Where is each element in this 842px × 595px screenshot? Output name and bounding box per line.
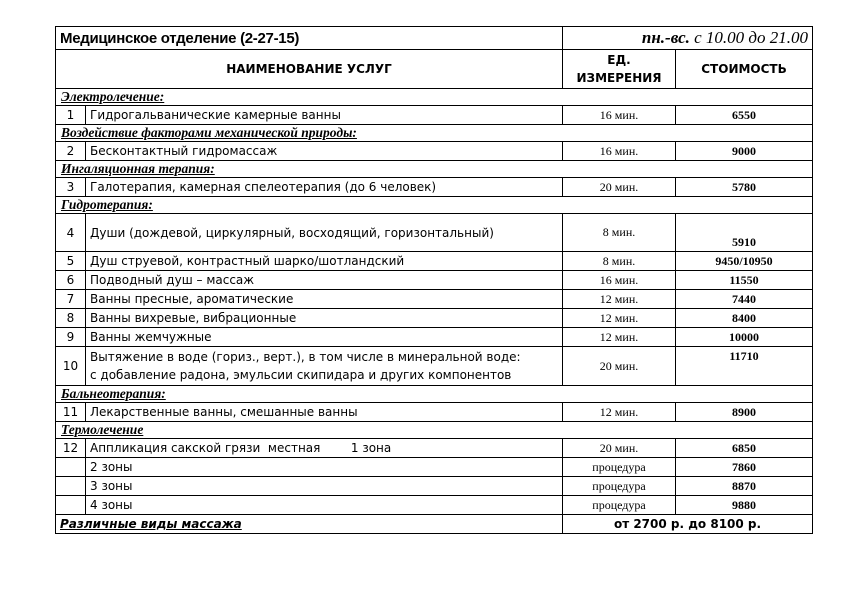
section-header: Гидротерапия:	[56, 197, 813, 214]
row-number: 11	[56, 403, 86, 422]
table-row	[56, 214, 813, 252]
service-unit: процедура	[563, 496, 676, 515]
column-header-unit: ЕД. ИЗМЕРЕНИЯ	[563, 50, 676, 89]
table-row	[56, 458, 813, 477]
service-name: Лекарственные ванны, смешанные ванны	[86, 403, 563, 422]
section-header: Термолечение	[56, 422, 813, 439]
service-price: 8870	[676, 477, 813, 496]
service-name: 2 зоны	[86, 458, 563, 477]
row-number: 4	[56, 214, 86, 252]
service-name: Души (дождевой, циркулярный, восходящий, горизонтальный)	[86, 214, 563, 252]
working-days: пн.-вс.	[641, 28, 690, 47]
service-name: 4 зоны	[86, 496, 563, 515]
section-header: Бальнеотерапия:	[56, 386, 813, 403]
column-header-price: СТОИМОСТЬ	[676, 50, 813, 89]
service-price: 11710	[676, 347, 813, 386]
service-name: Ванны вихревые, вибрационные	[86, 309, 563, 328]
row-number: 2	[56, 142, 86, 161]
service-unit: 16 мин.	[563, 271, 676, 290]
service-name: Подводный душ – массаж	[86, 271, 563, 290]
service-name: Вытяжение в воде (гориз., верт.), в том числе в минеральной воде: с добавление радона, эмульсии скипидара и других компонентов	[86, 347, 563, 386]
working-hours	[563, 27, 813, 50]
title-row	[56, 27, 813, 50]
table-row	[56, 439, 813, 458]
service-unit: 20 мин.	[563, 347, 676, 386]
section-header: Электролечение:	[56, 89, 813, 106]
table-row	[56, 309, 813, 328]
service-name: Бесконтактный гидромассаж	[86, 142, 563, 161]
service-unit: 12 мин.	[563, 290, 676, 309]
table-row	[56, 496, 813, 515]
table-row	[56, 477, 813, 496]
massage-price: от 2700 р. до 8100 р.	[563, 515, 813, 534]
service-name: Галотерапия, камерная спелеотерапия (до 6 человек)	[86, 178, 563, 197]
working-time: с 10.00 до 21.00	[689, 28, 809, 47]
service-unit: 12 мин.	[563, 403, 676, 422]
service-name: Аппликация сакской грязи местная 1 зона	[86, 439, 563, 458]
table-row	[56, 403, 813, 422]
service-price: 5780	[676, 178, 813, 197]
massage-label: Различные виды массажа	[56, 515, 563, 534]
massage-row	[56, 515, 813, 534]
section-header: Ингаляционная терапия:	[56, 161, 813, 178]
row-number: 8	[56, 309, 86, 328]
row-number: 3	[56, 178, 86, 197]
service-price: 5910	[676, 214, 813, 252]
service-name: Ванны жемчужные	[86, 328, 563, 347]
column-header-name: НАИМЕНОВАНИЕ УСЛУГ	[56, 50, 563, 89]
table-row	[56, 252, 813, 271]
row-number	[56, 458, 86, 477]
row-number: 1	[56, 106, 86, 125]
service-price: 7440	[676, 290, 813, 309]
service-unit: 20 мин.	[563, 178, 676, 197]
service-name: Душ струевой, контрастный шарко/шотландский	[86, 252, 563, 271]
service-unit: 20 мин.	[563, 439, 676, 458]
table-row	[56, 328, 813, 347]
service-name: Ванны пресные, ароматические	[86, 290, 563, 309]
service-price: 11550	[676, 271, 813, 290]
service-name: Гидрогальванические камерные ванны	[86, 106, 563, 125]
section-header: Воздействие факторами механической природы:	[56, 125, 813, 142]
table-row	[56, 271, 813, 290]
service-unit: 8 мин.	[563, 214, 676, 252]
service-price: 6550	[676, 106, 813, 125]
table-row	[56, 106, 813, 125]
row-number	[56, 477, 86, 496]
table-row	[56, 142, 813, 161]
row-number: 5	[56, 252, 86, 271]
service-price: 7860	[676, 458, 813, 477]
service-price: 8400	[676, 309, 813, 328]
row-number: 9	[56, 328, 86, 347]
service-price: 6850	[676, 439, 813, 458]
service-unit: 16 мин.	[563, 142, 676, 161]
service-unit: 16 мин.	[563, 106, 676, 125]
service-price: 8900	[676, 403, 813, 422]
row-number: 7	[56, 290, 86, 309]
row-number: 12	[56, 439, 86, 458]
service-price: 10000	[676, 328, 813, 347]
table-row	[56, 347, 813, 386]
row-number: 10	[56, 347, 86, 386]
service-unit: 12 мин.	[563, 328, 676, 347]
table-row	[56, 178, 813, 197]
service-name: 3 зоны	[86, 477, 563, 496]
department-title: Медицинское отделение (2-27-15)	[56, 27, 563, 50]
service-price: 9450/10950	[676, 252, 813, 271]
service-price: 9000	[676, 142, 813, 161]
service-unit: 8 мин.	[563, 252, 676, 271]
service-unit: 12 мин.	[563, 309, 676, 328]
table-row	[56, 290, 813, 309]
column-header-row	[56, 50, 813, 89]
row-number	[56, 496, 86, 515]
row-number: 6	[56, 271, 86, 290]
price-list-table	[55, 26, 813, 534]
service-price: 9880	[676, 496, 813, 515]
service-unit: процедура	[563, 458, 676, 477]
service-unit: процедура	[563, 477, 676, 496]
